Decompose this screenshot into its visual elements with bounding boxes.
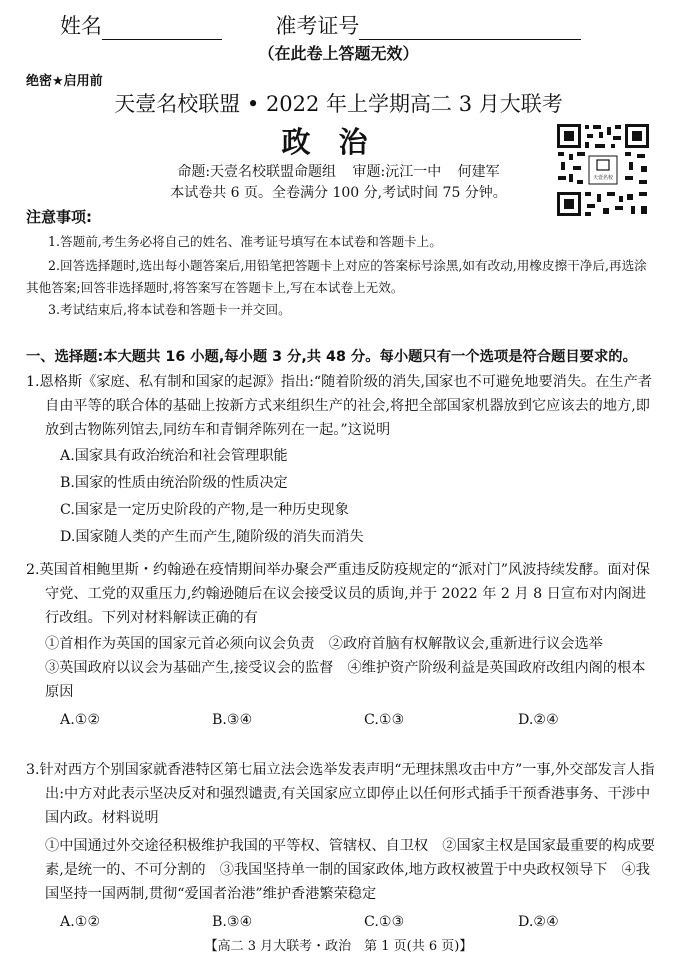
answer-choice: C.①③ xyxy=(364,712,405,728)
answer-choice: C.①③ xyxy=(364,914,405,930)
answer-choice: A.①② xyxy=(60,712,101,728)
question-3 xyxy=(26,758,656,936)
name-label: 姓名 xyxy=(60,14,102,38)
question-stem: 3.针对西方个别国家就香港特区第七届立法会选举发表声明“无理抹黑攻击中方”一事,外交部发言人指出:中方对此表示坚决反对和强烈谴责,有关国家应立即停止以任何形式插手干预香港事务、干涉中国内政。材料说明 xyxy=(26,762,655,826)
answer-choice: D.②④ xyxy=(518,712,559,728)
note-item: 3.考试结束后,将本试卷和答题卡一并交回。 xyxy=(48,302,291,317)
exam-title: 天壹名校联盟 • 2022 年上学期高二 3 月大联考 xyxy=(114,92,563,116)
answer-choices xyxy=(26,906,656,936)
name-field[interactable] xyxy=(102,19,222,40)
note-item: 1.答题前,考生务必将自己的姓名、准考证号填写在本试卷和答题卡上。 xyxy=(48,234,442,249)
notes-title: 注意事项: xyxy=(26,208,92,226)
secret-mark: 绝密★启用前 xyxy=(26,74,103,89)
question-stem: 2.英国首相鲍里斯・约翰逊在疫情期间举办聚会严重违反防疫规定的“派对门”风波持续发酵。面对保守党、工党的双重压力,约翰逊随后在议会接受议员的质询,并于 2022 年 2 月 8 日宣布对内阁进行改组。下列对材料解读正确的有 xyxy=(26,562,650,626)
svg-text:天壹名校: 天壹名校 xyxy=(592,175,614,181)
question-stem: 1.恩格斯《家庭、私有制和国家的起源》指出:“随着阶级的消失,国家也不可避免地要消失。在生产者自由平等的联合体的基础上按新方式来组织生产的社会,将把全部国家机器放到它应该去的地方,即放到古物陈列馆去,同纺车和青铜斧陈列在一起。”这说明 xyxy=(26,374,652,438)
exam-no-label: 准考证号 xyxy=(275,14,360,38)
option: B.国家的性质由统治阶级的性质决定 xyxy=(60,475,288,491)
answer-choice: B.③④ xyxy=(212,914,253,930)
answer-choice: B.③④ xyxy=(212,712,253,728)
note-item: 2.回答选择题时,选出每小题答案后,用铅笔把答题卡上对应的答案标号涂黑,如有改动,用橡皮擦干净后,再选涂其他答案;回答非选择题时,将答案写在答题卡上,写在本试卷上无效。 xyxy=(26,258,647,295)
question-2 xyxy=(26,558,656,734)
option: D.国家随人类的产生而产生,随阶级的消失而消失 xyxy=(60,529,364,545)
section-heading: 一、选择题:本大题共 16 小题,每小题 3 分,共 48 分。每小题只有一个选项是符合题目要求的。 xyxy=(26,349,637,365)
qr-code xyxy=(555,122,651,218)
setter: 命题:天壹名校联盟命题组 xyxy=(177,164,337,180)
exam-no-field[interactable] xyxy=(359,19,581,40)
candidate-info-row xyxy=(60,10,581,40)
reviewer-person: 何建军 xyxy=(457,164,500,180)
subject-title: 政治 xyxy=(281,125,396,159)
answer-choice: D.②④ xyxy=(518,914,559,930)
option: C.国家是一定历史阶段的产物,是一种历史现象 xyxy=(60,502,349,518)
page-footer: 【高二 3 月大联考・政治 第 1 页(共 6 页)】 xyxy=(204,939,473,954)
option: A.国家具有政治统治和社会管理职能 xyxy=(60,448,288,464)
reviewer: 审题:沅江一中 xyxy=(352,164,442,180)
answer-choices xyxy=(26,704,656,734)
exam-info: 本试卷共 6 页。全卷满分 100 分,考试时间 75 分钟。 xyxy=(170,185,507,201)
no-answer-notice: （在此卷上答题无效） xyxy=(258,44,419,63)
statement-line: ③英国政府以议会为基础产生,接受议会的监督 ④维护资产阶级利益是英国政府改组内阁的根本原因 xyxy=(45,660,646,700)
question-1 xyxy=(26,370,656,549)
statement-line: ①中国通过外交途径积极维护我国的平等权、管辖权、自卫权 ②国家主权是国家最重要的构成要素,是统一的、不可分割的 ③我国坚持单一制的国家政体,地方政权被置于中央政权领导下 ④我国坚持一国两制,贯彻“爱国者治港”维护香港繁荣稳定 xyxy=(45,838,656,902)
statement-line: ①首相作为英国的国家元首必须向议会负责 ②政府首脑有权解散议会,重新进行议会选举 xyxy=(45,636,603,652)
answer-choice: A.①② xyxy=(60,914,101,930)
